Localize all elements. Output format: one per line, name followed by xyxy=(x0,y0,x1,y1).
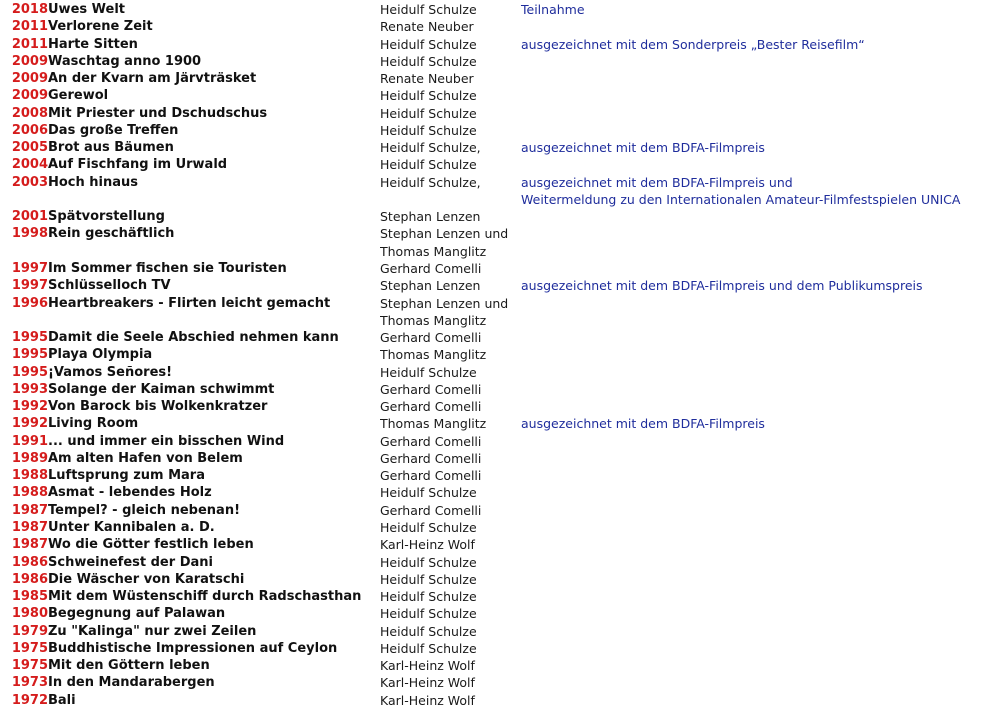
film-year: 1988 xyxy=(11,468,48,484)
film-title: Living Room xyxy=(48,416,139,432)
film-row xyxy=(0,484,1008,501)
film-director xyxy=(380,329,521,346)
film-director-line: Gerhard Comelli xyxy=(380,433,482,449)
film-title: Uwes Welt xyxy=(48,2,126,17)
film-award-line: ausgezeichnet mit dem BDFA-Filmpreis und xyxy=(521,174,793,190)
film-title: Mit den Göttern leben xyxy=(48,658,210,674)
film-director-line: Stephan Lenzen und xyxy=(380,295,509,311)
film-row xyxy=(0,208,1008,225)
film-year: 1986 xyxy=(11,571,48,587)
film-director xyxy=(380,519,521,536)
film-row xyxy=(0,692,1008,709)
film-title: Die Wäscher von Karatschi xyxy=(48,571,245,587)
film-award xyxy=(521,277,923,294)
film-title: Harte Sitten xyxy=(48,36,138,52)
film-row xyxy=(0,674,1008,691)
film-year: 2003 xyxy=(11,174,48,190)
film-row xyxy=(0,87,1008,104)
film-row xyxy=(0,364,1008,381)
film-director-line: Gerhard Comelli xyxy=(380,330,482,346)
film-title: Schlüsselloch TV xyxy=(48,278,171,294)
film-director xyxy=(380,623,521,640)
film-director-line: Stephan Lenzen und xyxy=(380,226,509,242)
film-row xyxy=(0,225,1008,260)
film-director-line: Heidulf Schulze xyxy=(380,623,477,639)
film-year: 1989 xyxy=(11,450,48,466)
film-row xyxy=(0,433,1008,450)
film-row xyxy=(0,295,1008,330)
film-year: 1995 xyxy=(11,347,48,363)
film-director-line: Heidulf Schulze xyxy=(380,157,477,173)
film-director-line: Heidulf Schulze xyxy=(380,2,477,17)
film-director xyxy=(380,87,521,104)
film-director-line: Heidulf Schulze xyxy=(380,571,477,587)
film-title: Playa Olympia xyxy=(48,347,153,363)
film-award xyxy=(521,1,585,18)
film-row xyxy=(0,18,1008,35)
film-row xyxy=(0,329,1008,346)
film-director-line: Thomas Manglitz xyxy=(380,312,487,328)
film-title: Bali xyxy=(48,692,76,708)
film-director xyxy=(380,674,521,691)
film-row xyxy=(0,502,1008,519)
film-row xyxy=(0,554,1008,571)
film-director xyxy=(380,554,521,571)
film-director xyxy=(380,105,521,122)
film-title: In den Mandarabergen xyxy=(48,675,215,691)
film-row xyxy=(0,450,1008,467)
film-year: 1987 xyxy=(11,519,48,535)
film-year: 1992 xyxy=(11,416,48,432)
film-year: 1997 xyxy=(11,260,48,276)
film-award xyxy=(521,139,765,156)
film-director-line: Gerhard Comelli xyxy=(380,502,482,518)
film-title: Zu "Kalinga" nur zwei Zeilen xyxy=(48,623,257,639)
film-director-line: Heidulf Schulze xyxy=(380,53,477,69)
film-director-line: Heidulf Schulze xyxy=(380,364,477,380)
film-row xyxy=(0,139,1008,156)
film-title: Schweinefest der Dani xyxy=(48,554,213,570)
film-director-line: Heidulf Schulze xyxy=(380,606,477,622)
film-director xyxy=(380,398,521,415)
film-director xyxy=(380,502,521,519)
film-director xyxy=(380,484,521,501)
film-director-line: Heidulf Schulze xyxy=(380,122,477,138)
film-director xyxy=(380,18,521,35)
film-year: 1996 xyxy=(11,295,48,311)
film-row xyxy=(0,536,1008,553)
film-director xyxy=(380,467,521,484)
film-director xyxy=(380,36,521,53)
film-director-line: Heidulf Schulze xyxy=(380,36,477,52)
film-title: Gerewol xyxy=(48,88,109,104)
film-row xyxy=(0,519,1008,536)
film-director xyxy=(380,208,521,225)
film-director-line: Renate Neuber xyxy=(380,19,474,35)
film-year: 2009 xyxy=(11,71,48,87)
film-title: Verlorene Zeit xyxy=(48,19,153,35)
film-title: Solange der Kaiman schwimmt xyxy=(48,381,275,397)
film-year: 2004 xyxy=(11,157,48,173)
film-title: Mit dem Wüstenschiff durch Radschasthan xyxy=(48,589,362,605)
film-title: Wo die Götter festlich leben xyxy=(48,537,254,553)
film-row xyxy=(0,122,1008,139)
film-row xyxy=(0,381,1008,398)
film-director-line: Thomas Manglitz xyxy=(380,243,487,259)
film-director-line: Gerhard Comelli xyxy=(380,450,482,466)
film-row xyxy=(0,640,1008,657)
film-director xyxy=(380,1,521,18)
film-title: Das große Treffen xyxy=(48,122,179,138)
film-director xyxy=(380,692,521,709)
film-year: 2009 xyxy=(11,88,48,104)
film-director-line: Heidulf Schulze xyxy=(380,88,477,104)
film-award xyxy=(521,36,865,53)
film-year: 2018 xyxy=(11,2,48,17)
film-year: 1998 xyxy=(11,226,48,242)
film-year: 1997 xyxy=(11,278,48,294)
film-title: Brot aus Bäumen xyxy=(48,140,174,156)
film-director xyxy=(380,53,521,70)
film-director xyxy=(380,571,521,588)
film-row xyxy=(0,605,1008,622)
film-director-line: Heidulf Schulze, xyxy=(380,140,481,156)
film-year: 1985 xyxy=(11,589,48,605)
film-director-line: Stephan Lenzen xyxy=(380,278,481,294)
film-director-line: Renate Neuber xyxy=(380,71,474,87)
film-award-line: ausgezeichnet mit dem Sonderpreis „Bester Reisefilm“ xyxy=(521,36,865,52)
film-title: Luftsprung zum Mara xyxy=(48,468,205,484)
film-year: 1972 xyxy=(11,692,48,708)
film-year: 1979 xyxy=(11,623,48,639)
film-award xyxy=(521,415,765,432)
film-year: 2011 xyxy=(11,36,48,52)
film-director xyxy=(380,156,521,173)
film-title: Buddhistische Impressionen auf Ceylon xyxy=(48,640,338,656)
film-director xyxy=(380,433,521,450)
film-director-line: Karl-Heinz Wolf xyxy=(380,692,475,708)
film-director xyxy=(380,70,521,87)
film-title: Damit die Seele Abschied nehmen kann xyxy=(48,330,339,346)
film-director xyxy=(380,415,521,432)
film-director-line: Gerhard Comelli xyxy=(380,260,482,276)
film-director-line: Thomas Manglitz xyxy=(380,347,487,363)
film-title: ¡Vamos Señores! xyxy=(48,364,173,380)
film-year: 1973 xyxy=(11,675,48,691)
film-year: 1993 xyxy=(11,381,48,397)
film-row xyxy=(0,105,1008,122)
film-year: 1992 xyxy=(11,399,48,415)
film-title: Asmat - lebendes Holz xyxy=(48,485,212,501)
film-row xyxy=(0,174,1008,209)
film-director xyxy=(380,174,521,209)
film-year: 2006 xyxy=(11,122,48,138)
film-director xyxy=(380,450,521,467)
film-row xyxy=(0,415,1008,432)
film-title: Rein geschäftlich xyxy=(48,226,175,242)
film-row xyxy=(0,657,1008,674)
film-director-line: Karl-Heinz Wolf xyxy=(380,537,475,553)
film-director-line: Gerhard Comelli xyxy=(380,399,482,415)
film-director-line: Heidulf Schulze xyxy=(380,519,477,535)
film-director-line: Gerhard Comelli xyxy=(380,381,482,397)
film-row xyxy=(0,1,1008,18)
film-title: Tempel? - gleich nebenan! xyxy=(48,502,240,518)
film-title: ... und immer ein bisschen Wind xyxy=(48,433,285,449)
film-row xyxy=(0,467,1008,484)
film-director xyxy=(380,381,521,398)
film-title: Heartbreakers - Flirten leicht gemacht xyxy=(48,295,331,311)
film-director xyxy=(380,139,521,156)
film-year: 1986 xyxy=(11,554,48,570)
film-year: 1995 xyxy=(11,364,48,380)
film-row xyxy=(0,260,1008,277)
film-row xyxy=(0,571,1008,588)
film-award-line: ausgezeichnet mit dem BDFA-Filmpreis und dem Publikumspreis xyxy=(521,278,923,294)
film-award xyxy=(521,174,960,209)
film-title: Mit Priester und Dschudschus xyxy=(48,105,268,121)
film-director xyxy=(380,364,521,381)
film-director xyxy=(380,122,521,139)
film-director xyxy=(380,260,521,277)
film-row xyxy=(0,346,1008,363)
film-title: Hoch hinaus xyxy=(48,174,139,190)
film-director-line: Karl-Heinz Wolf xyxy=(380,658,475,674)
film-year: 2008 xyxy=(11,105,48,121)
film-director xyxy=(380,657,521,674)
film-row xyxy=(0,623,1008,640)
film-director xyxy=(380,295,521,330)
film-director-line: Stephan Lenzen xyxy=(380,209,481,225)
film-year: 1987 xyxy=(11,537,48,553)
film-row xyxy=(0,70,1008,87)
film-director-line: Heidulf Schulze xyxy=(380,105,477,121)
film-director-line: Heidulf Schulze xyxy=(380,589,477,605)
film-row xyxy=(0,36,1008,53)
film-row xyxy=(0,588,1008,605)
film-year: 1975 xyxy=(11,640,48,656)
film-director xyxy=(380,640,521,657)
film-director-line: Gerhard Comelli xyxy=(380,468,482,484)
film-year: 2001 xyxy=(11,209,48,225)
film-year: 1975 xyxy=(11,658,48,674)
film-award-line: ausgezeichnet mit dem BDFA-Filmpreis xyxy=(521,140,765,156)
film-row xyxy=(0,277,1008,294)
film-year: 1995 xyxy=(11,330,48,346)
film-row xyxy=(0,398,1008,415)
film-title: An der Kvarn am Järvträsket xyxy=(48,71,257,87)
film-title: Im Sommer fischen sie Touristen xyxy=(48,260,287,276)
film-year: 2011 xyxy=(11,19,48,35)
film-year: 1991 xyxy=(11,433,48,449)
film-list xyxy=(0,1,1008,709)
film-award-line: ausgezeichnet mit dem BDFA-Filmpreis xyxy=(521,416,765,432)
film-title: Unter Kannibalen a. D. xyxy=(48,519,215,535)
film-award-line: Teilnahme xyxy=(521,2,585,17)
film-director-line: Thomas Manglitz xyxy=(380,416,487,432)
film-year: 2005 xyxy=(11,140,48,156)
film-director-line: Heidulf Schulze, xyxy=(380,174,481,190)
film-director-line: Karl-Heinz Wolf xyxy=(380,675,475,691)
film-title: Auf Fischfang im Urwald xyxy=(48,157,228,173)
film-year: 1987 xyxy=(11,502,48,518)
film-director xyxy=(380,536,521,553)
film-director xyxy=(380,588,521,605)
film-year: 1980 xyxy=(11,606,48,622)
film-title: Spätvorstellung xyxy=(48,209,165,225)
film-year: 2009 xyxy=(11,53,48,69)
film-director-line: Heidulf Schulze xyxy=(380,554,477,570)
film-title: Waschtag anno 1900 xyxy=(48,53,202,69)
film-director-line: Heidulf Schulze xyxy=(380,485,477,501)
film-year: 1988 xyxy=(11,485,48,501)
film-director xyxy=(380,605,521,622)
film-title: Begegnung auf Palawan xyxy=(48,606,226,622)
film-director xyxy=(380,346,521,363)
film-title: Von Barock bis Wolkenkratzer xyxy=(48,399,268,415)
film-director-line: Heidulf Schulze xyxy=(380,640,477,656)
film-director xyxy=(380,225,521,260)
film-row xyxy=(0,53,1008,70)
film-title: Am alten Hafen von Belem xyxy=(48,450,243,466)
film-award-line: Weitermeldung zu den Internationalen Amateur-Filmfestspielen UNICA xyxy=(521,191,961,207)
film-row xyxy=(0,156,1008,173)
film-director xyxy=(380,277,521,294)
